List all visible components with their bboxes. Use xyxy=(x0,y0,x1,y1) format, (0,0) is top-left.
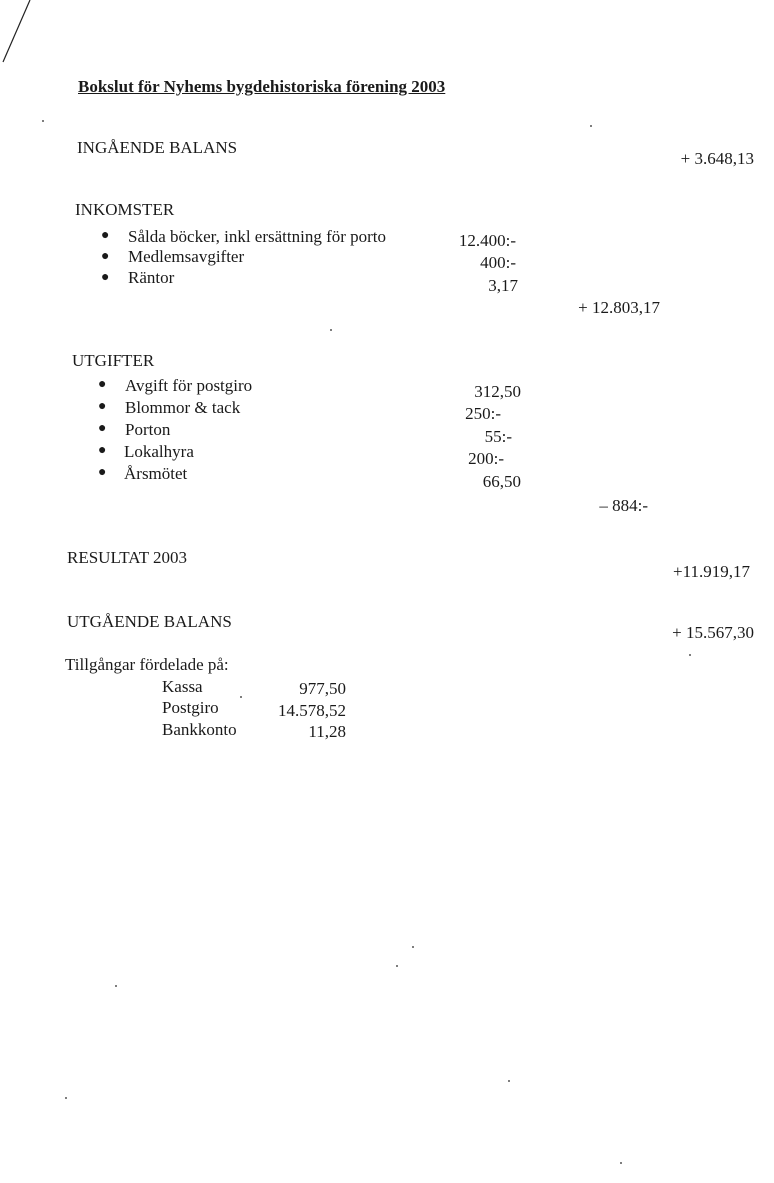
inkomster-total: + 12.803,17 xyxy=(578,298,660,317)
utgift-amount-4: 200:- xyxy=(468,449,504,468)
utgifter-total: – 884:- xyxy=(599,496,648,515)
inkomst-amount-1: 12.400:- xyxy=(458,231,516,250)
scan-speck xyxy=(508,1080,510,1082)
utgift-label-3: Porton xyxy=(125,420,171,439)
tillgangar-heading: Tillgångar fördelade på: xyxy=(65,655,229,674)
utgaende-heading: UTGÅENDE BALANS xyxy=(67,612,232,631)
bullet-icon: ● xyxy=(98,421,107,436)
inkomster-heading: INKOMSTER xyxy=(75,200,175,219)
scan-speck xyxy=(115,985,117,987)
document-title: Bokslut för Nyhems bygdehistoriska förening 2003 xyxy=(78,77,446,96)
utgift-amount-3: 55:- xyxy=(484,427,512,446)
utgift-label-5: Årsmötet xyxy=(124,464,188,483)
scan-speck xyxy=(620,1162,622,1164)
inkomst-label-1: Sålda böcker, inkl ersättning för porto xyxy=(128,227,387,246)
inkomst-amount-3: 3,17 xyxy=(488,276,518,295)
bullet-icon: ● xyxy=(101,249,110,264)
tillgang-amount-bankkonto: 11,28 xyxy=(308,722,346,741)
scan-speck xyxy=(396,965,398,967)
utgift-label-1: Avgift för postgiro xyxy=(125,376,253,395)
utgift-amount-1: 312,50 xyxy=(474,382,521,401)
scan-speck xyxy=(590,125,592,127)
scan-speck xyxy=(42,120,44,122)
scan-speck xyxy=(65,1097,67,1099)
utgifter-heading: UTGIFTER xyxy=(72,351,155,370)
utgift-amount-2: 250:- xyxy=(465,404,501,423)
utgaende-total: + 15.567,30 xyxy=(672,623,754,642)
utgift-label-4: Lokalhyra xyxy=(124,442,194,461)
scan-speck xyxy=(689,654,691,656)
tillgang-label-postgiro: Postgiro xyxy=(162,698,219,717)
resultat-total: +11.919,17 xyxy=(673,562,750,581)
tillgang-amount-postgiro: 14.578,52 xyxy=(278,701,346,720)
bullet-icon: ● xyxy=(98,377,107,392)
tillgang-label-bankkonto: Bankkonto xyxy=(162,720,237,739)
tillgang-amount-kassa: 977,50 xyxy=(299,679,346,698)
scan-speck xyxy=(330,329,332,331)
inkomst-label-2: Medlemsavgifter xyxy=(128,247,245,266)
inkomst-label-3: Räntor xyxy=(128,268,175,287)
tillgang-label-kassa: Kassa xyxy=(162,677,203,696)
ingaende-total: + 3.648,13 xyxy=(680,149,754,168)
bullet-icon: ● xyxy=(98,443,107,458)
ingaende-heading: INGÅENDE BALANS xyxy=(77,138,238,157)
bullet-icon: ● xyxy=(98,399,107,414)
bullet-icon: ● xyxy=(101,270,110,285)
bullet-icon: ● xyxy=(101,228,110,243)
utgift-label-2: Blommor & tack xyxy=(125,398,241,417)
resultat-heading: RESULTAT 2003 xyxy=(67,548,188,567)
utgift-amount-5: 66,50 xyxy=(482,472,521,491)
scan-mark-line xyxy=(0,0,40,70)
inkomst-amount-2: 400:- xyxy=(480,253,516,272)
bullet-icon: ● xyxy=(98,465,107,480)
scan-speck xyxy=(240,696,242,698)
scan-speck xyxy=(412,946,414,948)
